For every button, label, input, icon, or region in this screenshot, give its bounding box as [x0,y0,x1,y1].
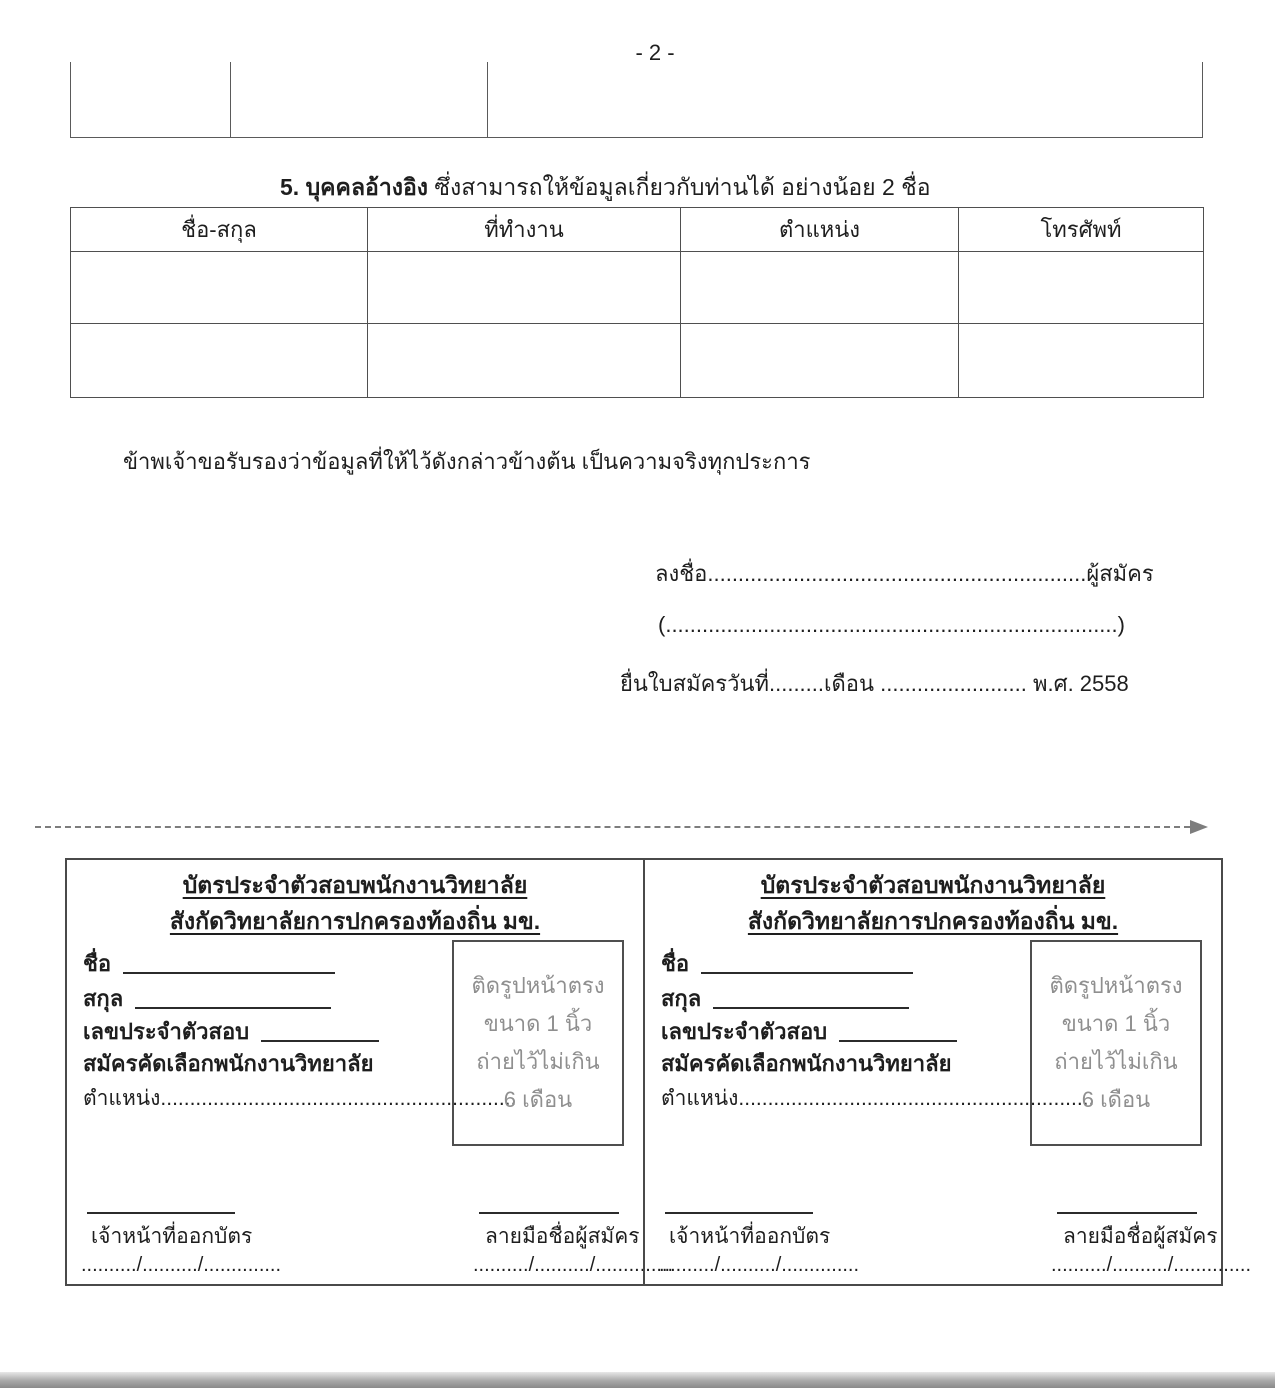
col-header-workplace: ที่ทำงาน [368,208,681,252]
name-field [83,946,335,981]
surname-field [83,981,331,1016]
applicant-sign-line: ลงชื่อ..............................................................ผู้สมัคร [655,561,1154,586]
position-line: ตำแหน่ง............................................................. [83,1087,517,1110]
photo-instruction-line: ติดรูปหน้าตรง [1049,973,1183,998]
officer-signature-line [87,1212,235,1214]
col-header-phone: โทรศัพท์ [959,208,1204,252]
applicant-signature-label: ลายมือชื่อผู้สมัคร [1063,1225,1218,1248]
exam-number-fill-line [839,1022,957,1042]
certification-statement: ข้าพเจ้าขอรับรองว่าข้อมูลที่ให้ไว้ดังกล่าวข้างต้น เป็นความจริงทุกประการ [123,449,811,474]
name-fill-line [701,954,913,974]
exam-number-field [661,1014,957,1049]
exam-number-label: เลขประจำตัวสอบ [83,1019,250,1044]
name-field [661,946,913,981]
fragment-divider-1 [230,62,231,137]
reference-cell [368,252,681,324]
exam-number-field [83,1014,379,1049]
references-table [70,207,1204,398]
applicant-signature-label: ลายมือชื่อผู้สมัคร [485,1225,640,1248]
reference-cell [681,324,959,398]
cut-line-arrow-icon [1190,820,1208,834]
photo-box [452,940,624,1146]
photo-box [1030,940,1202,1146]
reference-cell [368,324,681,398]
reference-cell [959,324,1204,398]
reference-cell [71,324,368,398]
col-header-position: ตำแหน่ง [681,208,959,252]
card-subtitle: สังกัดวิทยาลัยการปกครองท้องถิ่น มข. [747,908,1119,934]
officer-date-dots: ........../........../.............. [81,1254,282,1276]
surname-fill-line [713,989,909,1009]
applicant-signature-line [479,1212,619,1214]
surname-field [661,981,909,1016]
name-label: ชื่อ [661,951,690,976]
surname-label: สกุล [83,986,124,1011]
photo-instruction-line: ถ่ายไว้ไม่เกิน [1054,1049,1178,1074]
apply-line: สมัครคัดเลือกพนักงานวิทยาลัย [661,1051,952,1076]
reference-row-1 [71,252,1204,324]
photo-instruction-line: ถ่ายไว้ไม่เกิน [476,1049,600,1074]
section-5-text: ซึ่งสามารถให้ข้อมูลเกี่ยวกับท่านได้ อย่างน้อย 2 ชื่อ [428,174,931,200]
reference-cell [681,252,959,324]
officer-label: เจ้าหน้าที่ออกบัตร [91,1225,253,1248]
exam-number-label: เลขประจำตัวสอบ [661,1019,828,1044]
submission-date-line: ยื่นใบสมัครวันที่.........เดือน ........................ พ.ศ. 2558 [620,671,1129,696]
card-subtitle: สังกัดวิทยาลัยการปกครองท้องถิ่น มข. [169,908,541,934]
section-5-number: 5. บุคคลอ้างอิง [280,174,429,200]
applicant-name-line: (..........................................................................) [658,612,1125,637]
position-line: ตำแหน่ง............................................................. [661,1087,1095,1110]
photo-instruction-line: ขนาด 1 นิ้ว [1061,1011,1171,1036]
col-header-name: ชื่อ-สกุล [71,208,368,252]
cut-line [35,826,1190,828]
fragment-bottom-border [70,137,1203,138]
photo-instruction-line: 6 เดือน [503,1087,573,1112]
apply-line: สมัครคัดเลือกพนักงานวิทยาลัย [83,1051,374,1076]
applicant-date-dots: ........../........../.............. [1051,1254,1252,1276]
applicant-signature-line [1057,1212,1197,1214]
card-title: บัตรประจำตัวสอบพนักงานวิทยาลัย [760,872,1106,898]
exam-id-card-right [643,860,1252,1284]
photo-instruction-line: ขนาด 1 นิ้ว [483,1011,593,1036]
fragment-right-border [1202,62,1203,137]
surname-label: สกุล [661,986,702,1011]
card-title: บัตรประจำตัวสอบพนักงานวิทยาลัย [182,872,528,898]
fragment-left-border [70,62,71,137]
name-fill-line [123,954,335,974]
reference-cell [71,252,368,324]
section-5-heading [280,170,931,206]
photo-instruction-line: 6 เดือน [1081,1087,1151,1112]
photo-instruction-line: ติดรูปหน้าตรง [471,973,605,998]
scan-bottom-edge [0,1372,1275,1388]
references-header-row [71,208,1204,252]
name-label: ชื่อ [83,951,112,976]
fragment-divider-2 [487,62,488,137]
page-number: - 2 - [635,40,675,65]
exam-id-card-left [67,860,674,1284]
exam-number-fill-line [261,1022,379,1042]
officer-date-dots: ........../........../.............. [659,1254,860,1276]
officer-label: เจ้าหน้าที่ออกบัตร [669,1225,831,1248]
officer-signature-line [665,1212,813,1214]
reference-row-2 [71,324,1204,398]
applicant-date-dots: ........../........../.............. [473,1254,674,1276]
reference-cell [959,252,1204,324]
surname-fill-line [135,989,331,1009]
exam-id-cards [65,858,1252,1286]
